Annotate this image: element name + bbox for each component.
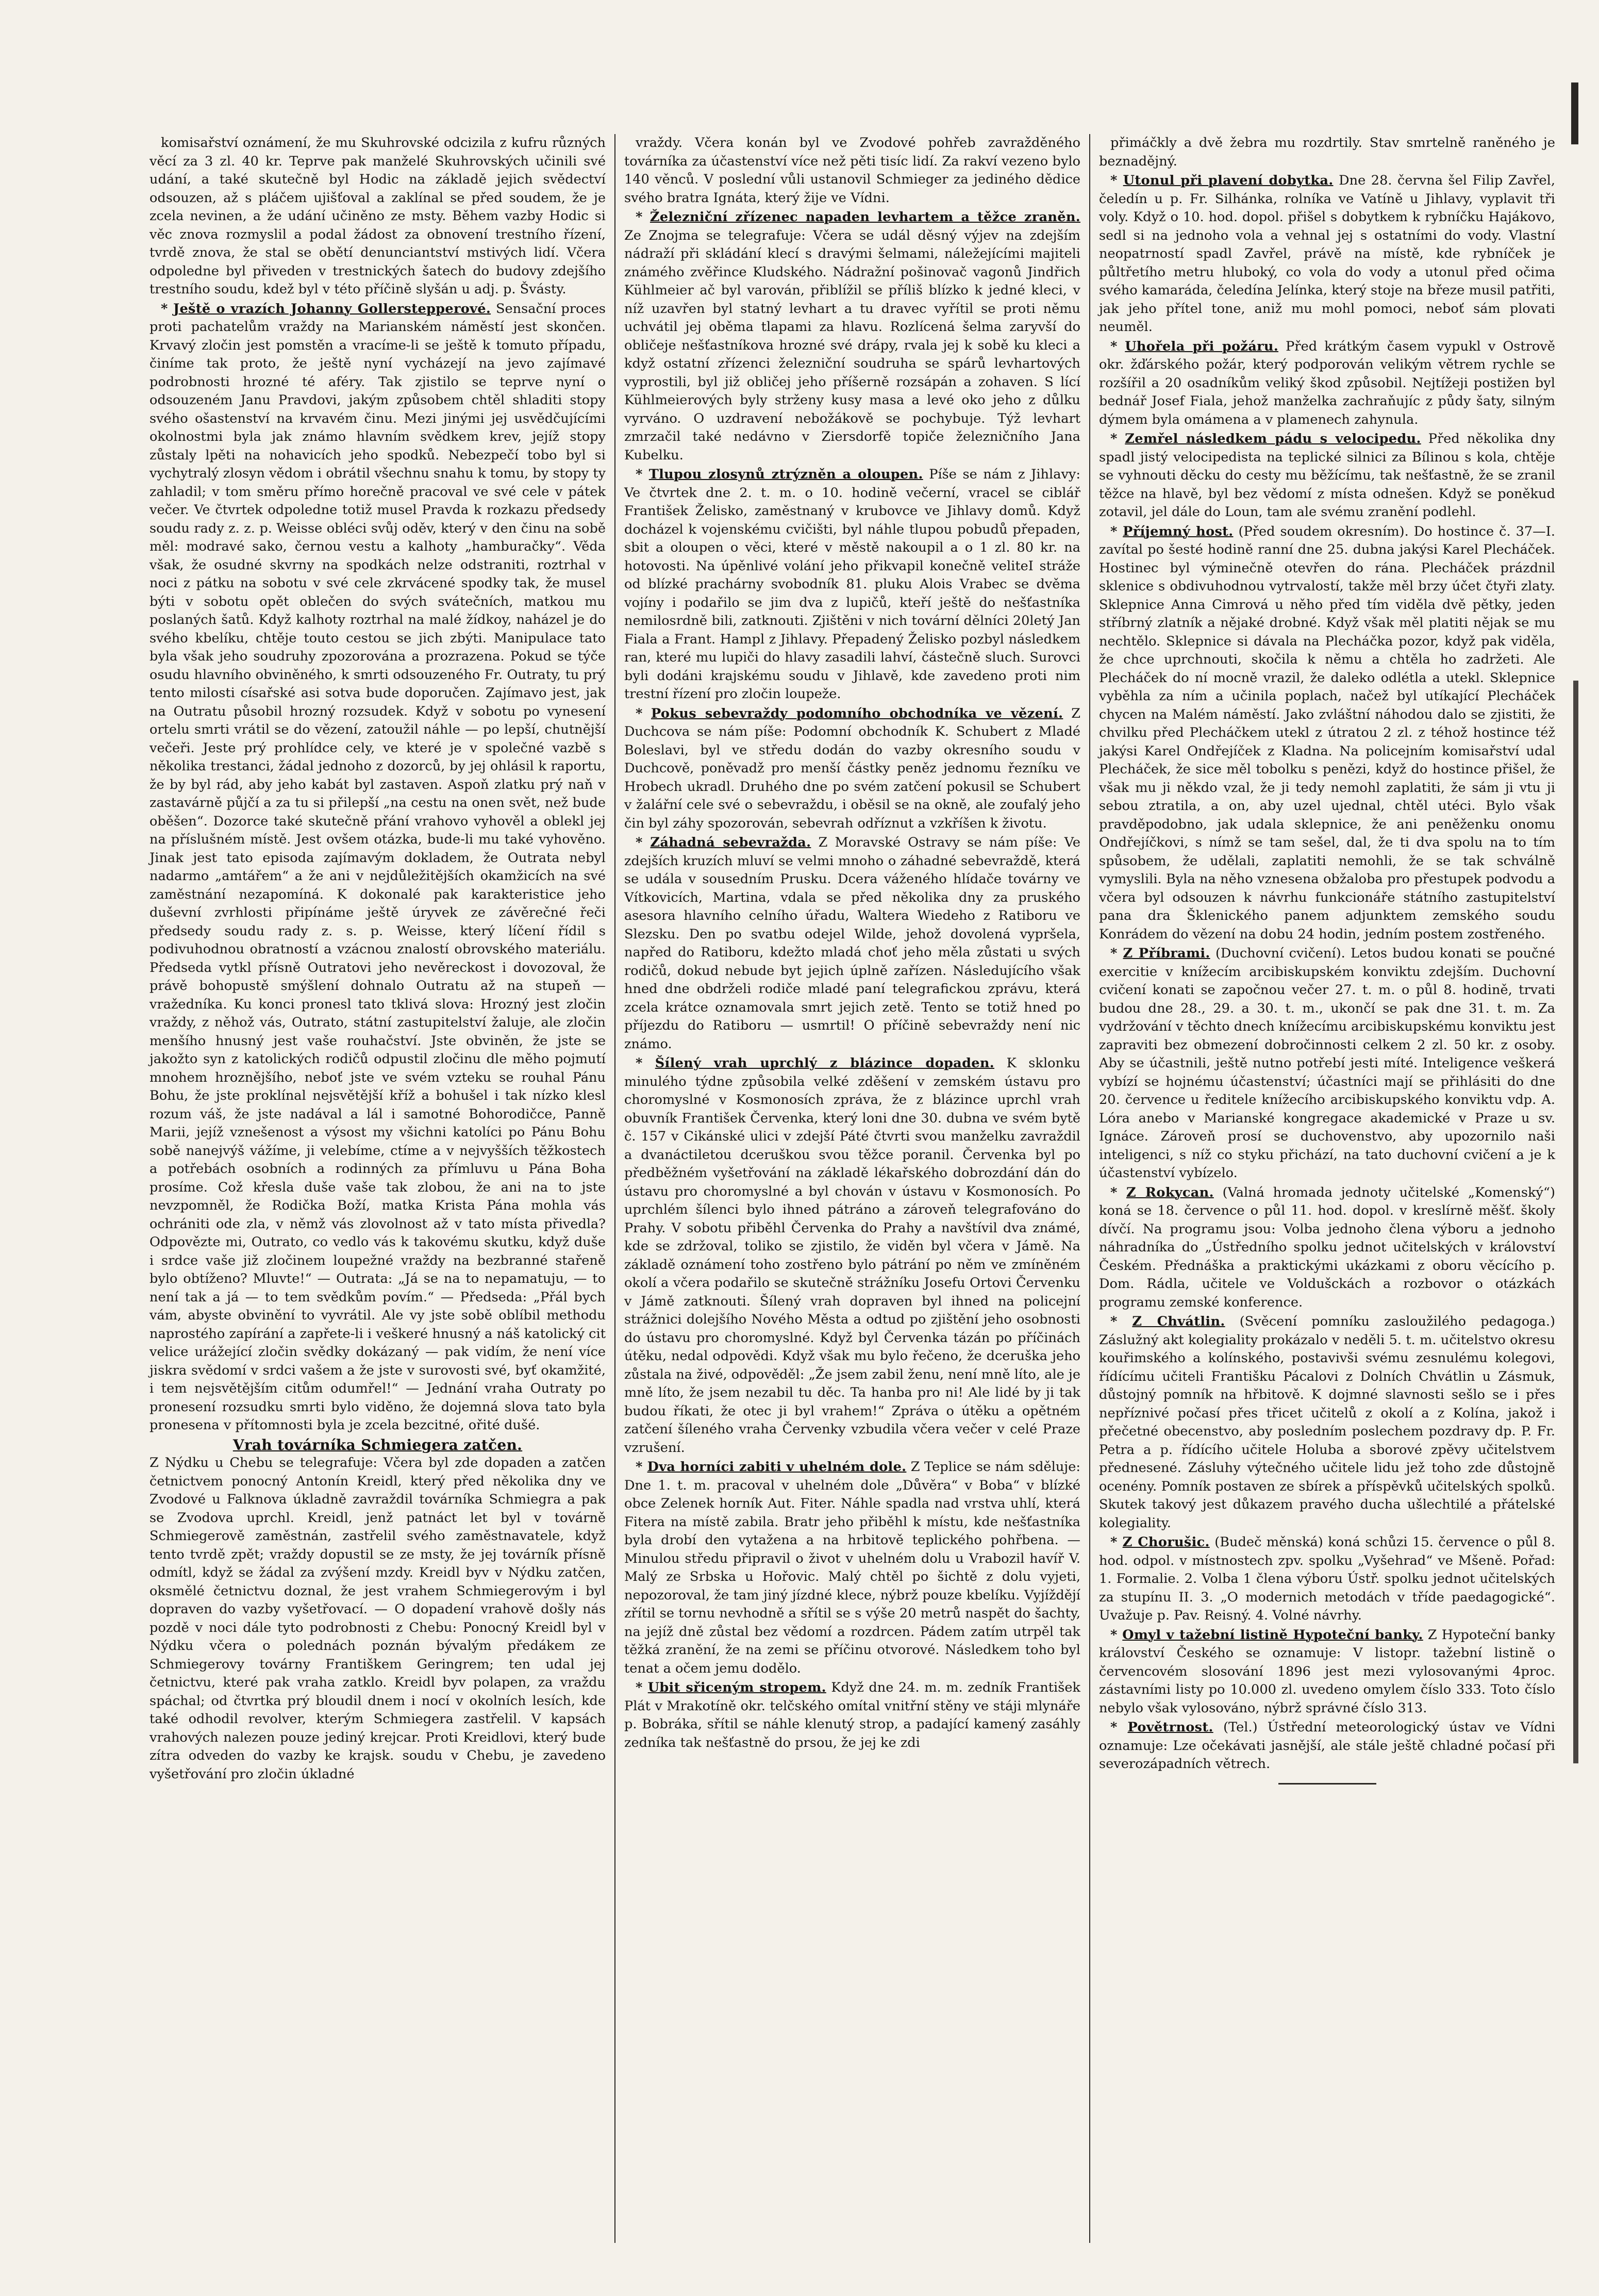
article-body: Ze Znojma se telegrafuje: Včera se udál děsný výjev na zdejším nádraží při skládání klecí s dravými šelmami, náležejícími majiteli známého zvěřince Kludského. Nádražní pošinovač vagonů Jindřich Kühlmeier ač byl varován, přiblížil se příliš blízko k jedné kleci, v níž uzavřen byl statný levhart a tu dravec vyřítil se proti němu uchvátil jej oběma tlapami za hlavu. Rozlícená šelma zaryvší do obličeje nešťastníkova hrozné své drápy, rvala jej k sobě ku kleci a když ostatní zřízenci železniční soudruha se spárů levhartových vyprostili, byl již obličej jeho příšerně rozsápán a zohaven. S lící Kühlmeierových byly strženy kusy masa a levé oko jeho z důlku vyrváno. O uzdravení nebožákově se pochybuje. Týž levhart zmrzačil také nedávno v Ziersdorfě topiče železničního Jana Kubelku. (624, 227, 1080, 463)
news-article (1099, 338, 1555, 430)
news-article (1099, 523, 1555, 944)
news-article (1099, 172, 1555, 337)
article-marker: * (636, 209, 650, 225)
article-title: Z Příbrami. (1123, 946, 1210, 961)
article-title: Železniční zřízenec napaden levhartem a těžce zraněn. (649, 209, 1080, 225)
news-article (624, 466, 1080, 704)
article-marker: * (1110, 1314, 1132, 1329)
column-right (1099, 134, 1555, 2243)
article-body: Z Nýdku u Chebu se telegrafuje: Včera byl zde dopaden a zatčen četnictvem ponocný Antonín Kreidl, který před několika dny ve Zvodové u Falknova úkladně zavraždil továrníka Schmiegra a pak se Zvodova uprchl. Kreidl, jenž patnáct let byl v továrně Schmiegerově zaměstnán, zastřelil svého zaměstnavatele, když tento tvrdě zpět; vraždy dopustil se ze msty, že jej továrník přísně odmítl, když se žádal za zvýšení mzdy. Kreidl byv v Nýdku zatčen, oksmělé četnictvu doznal, že jest vrahem Schmiegerovým i byl dopraven do vazby vyšetřovací. — O dopadení vrahově došly nás pozdě v noci dále tyto podrobnosti z Chebu: Ponocný Kreidl byl v Nýdku včera o polednách poznán bývalým předákem ze Schmiegerovy továrny Františkem Geringrem; ten udal jej četnictvu, které pak vraha zatklo. Kreidl byv polapen, za vraždu spáchal; od čtvrtka prý bloudil dnem i nocí v okolních lesích, kde také odhodil revolver, kterým Schmiegera zastřelil. V kapsách vrahových nalezen pouze jediný krejcar. Proti Kreidlovi, který bude zítra odveden do vazby ke krajsk. soudu v Chebu, je zavedeno vyšetřování pro zločin úkladné (149, 1455, 606, 1782)
article-marker: * (1110, 338, 1125, 354)
article-body: (Budeč měnská) koná schůzi 15. července o půl 8. hod. odpol. v místnostech zpv. spolku „Vyšehrad“ ve Mšeně. Pořad: 1. Formalie. 2. Volba 1 člena výboru Ústř. spolku jednot učitelských za stupínu II. 3. „O modernich metodách v tříde paedagogické“. Uvažuje p. Pav. Reisný. 4. Volné návrhy. (1099, 1534, 1555, 1623)
article-title: Utonul při plavení dobytka. (1123, 173, 1334, 188)
article-body: K sklonku minulého týdne způsobila velké zděšení v zemském ústavu pro choromyslné v Kosmonosích zpráva, že z blázince uprchl vrah obuvník František Červenka, který loni dne 30. dubna ve svém bytě č. 157 v Cikánské ulici v zdejší Páté čtvrti svou manželku zavraždil a dvanáctiletou dceruškou svou těžce poranil. Červenka byl po předběžném vyšetřování na základě lékařského dobrozdání dán do ústavu pro choromyslné a byl chován v ústavu v Kosmonosích. Po uprchlém šílenci bylo ihned pátráno a zároveň telegrafováno do Prahy. V sobotu přiběhl Červenka do Prahy a navštívil dva známé, kde se zdržoval, toliko se zjistilo, že viděn byl včera v Jámě. Na základě oznámení toho zostřeno bylo pátrání po něm ve zmíněném okolí a včera podařilo se skutečně strážníku Josefu Ortovi Červenku v Jámě zatknouti. Šílený vrah dopraven byl ihned na policejní strážnici dolejšího Nového Města a odtud po zjištění jeho osobnosti do ústavu pro choromyslné. Když byl Červenka tázán po příčinách útěku, nedal odpovědi. Když však mu bylo řečeno, že dceruška jeho zůstala na živé, odpověděl: „Že jsem zabil ženu, není mně líto, ale je mně líto, že jsem nezabil tu děc. Ta hanba pro ni! Ale lidé by ji tak budou říkati, že otec ji byl vrahem!“ Zpráva o útěku a opětném zatčení šíleného vraha Červenky vzbudila včera večer v celé Praze vzrušení. (624, 1055, 1081, 1456)
scan-edge-mark (1571, 82, 1578, 144)
news-article (624, 1054, 1080, 1457)
article-title: Vrah továrníka Schmiegera zatčen. (232, 1436, 523, 1453)
article-body: Dne 28. června šel Filip Zavřel, čeledín u p. Fr. Silhánka, rolníka ve Vatíně u Jihlavy, vyplavit tři voly. Když o 10. hod. dopol. přišel s dobytkem k rybníčku Hajákovo, sedl si na jednoho vola a vehnal jej s ostatními do vody. Vlastní neopatrností spadl Zavřel, právě na místě, kde rybníček je půltřetího metru hluboký, co vola do vody a utonul před očima svého kamaráda, čeledína Jelínka, který stoje na březe musil patřiti, jak jeho přítel tone, aniž mu mohl pomoci, neboť sám plovati neuměl. (1099, 173, 1555, 335)
article-body: Před několika dny spadl jistý velocipedista na teplické silnici za Bílinou s kola, chtěje se vyhnouti děcku do cesty mu běžícímu, tak nešťastně, že se zranil těžce na hlavě, byl bez vědomí z místa odnešen. Když se poněkud zotavil, jel dále do Loun, tam ale svému zranění podlehl. (1099, 431, 1555, 520)
article-marker: * (636, 1055, 655, 1071)
news-article (624, 208, 1080, 465)
article-title: Uhořela při požáru. (1125, 338, 1279, 354)
article-marker: * (161, 301, 174, 317)
article-body: vraždy. Včera konán byl ve Zvodové pohřeb zavražděného továrníka za účastenství více než pěti tisíc lidí. Za rakví vezeno bylo 140 věnců. V poslední vůli ustanovil Schmieger za jediného dědice svého bratra Ignáta, který žije ve Vídni. (624, 135, 1080, 206)
article-body: (Před soudem okresním). Do hostince č. 37—I. zavítal po šesté hodině ranní dne 25. dubna jakýsi Karel Plecháček. Hostinec byl výminečně otevřen do rána. Plecháček prázdnil sklenice s obdivuhodnou vytrvalostí, takže měl brzy účet čtyři zlaty. Sklepnice Anna Cimrová u něho před tím viděla dvě pětky, jeden stříbrný zlatník a nějaké drobné. Když však měl platiti nějak se mu nechtělo. Sklepnice si dávala na Plecháčka pozor, když pak viděla, že chce uprchnouti, skočila k němu a chtěla ho zadržeti. Ale Plecháček do ní mocně vrazil, že daleko odlétla a utekl. Sklepnice vyběhla za ním a učinila poplach, načež byl utíkající Plecháček chycen na Malém náměstí. Jako zvláštní náhodou dalo se zjistiti, že chvilku před Plecháčkem utekl z útratou 2 zl. z téhož hostince též jakýsi Karel Ondřejíček z Kladna. Na policejním komisařství udal Plecháček, že sice měl tobolku s penězi, když do hostince přišel, že však mu ji někdo vzal, že ji tedy nemohl zaplatiti, že sám ji vtu ji sebou ztratila, a on, aby uzel ujednal, chtěl utéci. Bylo však pravděpodobno, jak udala sklepnice, že ani peněženku onomu Ondřejíčkovi, s nímž se tam sešel, dal, že ti dva spolu na to tím spůsobem, že udělali, zaplatiti nemohli, že se tak schválně vymyslili. Byla na něho vznesena obžaloba pro přestupek podvodu a včera byl odsouzen k návrhu funkcionáře státního zastupitelství pana dra Šklenického panem adjunktem zemského soudu Konrádem do vězení na dobu 24 hodin, jedním postem zostřeného. (1099, 523, 1555, 942)
article-title: Tlupou zlosynů ztrýzněn a oloupen. (648, 467, 923, 482)
article-body: komisařství oznámení, že mu Skuhrovské odcizila z kufru různých věcí za 3 zl. 40 kr. Teprve pak manželé Skuhrovských učinili své udání, a také skutečně byl Hodic na základě jejich svědectví odsouzen, až s pláčem ujišťoval a zaklínal se před soudem, že je zcela nevinen, a že udání učiněno ze msty. Během vazby Hodic si věc znova rozmyslil a podal žádost za obnovení trestního řízení, tvrdě znova, že stal se obětí denunciantství mstivých lidí. Včera odpoledne byl přiveden v trestnických šatech do budovy zdejšího trestního soudu, kdež byl v této příčině slyšán u adj. p. Švásty. (149, 135, 606, 297)
article-title: Povětrnost. (1127, 1720, 1213, 1735)
article-title: Omyl v tažební listině Hypoteční banky. (1122, 1627, 1423, 1643)
news-article (1099, 945, 1555, 1183)
news-article (149, 1436, 606, 1784)
article-body: (Svěcení pomníku zasloužilého pedagoga.) Záslužný akt kolegiality prokázalo v neděli 5. t. m. učitelstvo okresu kouřimského a kolínského, postavivši svému zesnulému kolegovi, řídícímu učiteli Františku Pácalovi z Dolních Chvátlin u Zásmuk, důstojný pomník na hřbitově. K dojmné slavnosti sešlo se i přes nepříznivé počasí přes třicet učitelů z okolí a z Kolína, jakož i přečetné obecenstvo, aby posledním poslechem pozdravy dp. P. Fr. Petra a p. řídícího učitele Holuba a sborové zpěvy učitelstvem přednesené. Zásluhy výtečného učitele lidu jež toho zde důstojně ocenény. Pomník postaven ze sbírek a příspěvků učitelských spolků. Skutek takový jest důkazem pravého ducha ušlechtilé a přátelské kolegiality. (1099, 1314, 1555, 1531)
article-marker: * (1110, 173, 1123, 188)
article-marker: * (1110, 1627, 1123, 1643)
news-article (624, 1458, 1080, 1678)
article-title: Z Chorušic. (1122, 1534, 1210, 1550)
text-columns (149, 134, 1556, 2243)
article-title: Příjemný host. (1123, 523, 1234, 539)
column-left (149, 134, 606, 2243)
news-article (149, 300, 606, 1435)
news-article (624, 1679, 1080, 1752)
article-title: Ubit sřiceným stropem. (647, 1680, 826, 1695)
article-title: Záhadná sebevražda. (650, 835, 811, 850)
column-middle (624, 134, 1080, 2243)
article-marker: * (1110, 1534, 1123, 1550)
article-title: Šílený vrah uprchlý z blázince dopaden. (655, 1055, 994, 1071)
closing-rule (1278, 1783, 1376, 1785)
article-body: Z Duchcova se nám píše: Podomní obchodník K. Schubert z Mladé Boleslavi, byl ve středu dodán do vazby okresního soudu v Duchcově, poněvadž pro menší částky peněz jednomu řezníku ve Hrobech ukradl. Druhého dne po svém zatčení pokusil se Schubert v žalářní cele své o sebevraždu, i oběsil se na okně, ale zoufalý jeho čin byl záhy spozorován, sebevrah odříznut a vzkříšen k životu. (624, 705, 1080, 831)
article-body: Z Moravské Ostravy se nám píše: Ve zdejších kruzích mluví se velmi mnoho o záhadné sebevraždě, která se udála v sousedním Prusku. Dcera váženého hlídače továrny ve Vítkovicích, Martina, vdala se před několika dny za pruského asesora hlavního celního úřadu, Waltera Wiedeho z Ratiboru ve Slezsku. Den po svatbu odejel Wilde, jehož dovolená vypršela, napřed do Ratiboru, kdežto mladá choť jeho měla zůstati u svých rodičů, dokud nebude byt jejich úplně zařízen. Následujícího však hned dne obdrželi rodiče mladé paní telegrafickou zprávu, která zcela krátce oznamovala smrt jejich zetě. Tento se totiž hned po příjezdu do Ratiboru — usmrtil! O příčině sebevraždy není nic známo. (624, 835, 1081, 1052)
news-article (624, 134, 1080, 207)
news-article (1099, 134, 1555, 171)
article-marker: * (636, 705, 652, 721)
article-body: Z Hypoteční banky království Českého se oznamuje: V listopr. tažební listině o červencovém slosování 1896 jest mezi vylosovanými 4proc. zástavními listy po 10.000 zl. uvedeno omylem číslo 333. Toto číslo nebylo však vylosováno, nýbrž správné číslo 313. (1099, 1627, 1555, 1716)
news-article (624, 834, 1080, 1053)
news-article (1099, 1719, 1555, 1774)
article-marker: * (636, 467, 649, 482)
article-marker: * (1110, 946, 1123, 961)
article-body: (Duchovní cvičení). Letos budou konati se poučné exercitie v knížecím arcibiskupském konviktu zdejším. Duchovní cvičení konati se započnou večer 27. t. m. o půl 8. hodině, trvati budou dne 28., 29. a 30. t. m., ukončí se pak dne 31. t. m. Za vydržování v těchto dnech knížecímu arcibiskupskému konviktu jest zapraviti bez obmezení dobročinnosti celkem 2 zl. 50 kr. z osoby. Aby se účastnili, ještě nutno potřebí jesti míté. Inteligence veškerá vybízí se hojnému účastenství; účastníci mají se přihlásiti do dne 20. července u ředitele knížecího arcibiskupského konviktu vdp. A. Lóra anebo v Marianské kongregace akademické v Praze u sv. Ignáce. Zároveň prosí se duchovenstvo, aby upozornilo naši inteligenci, s níž co styku přichází, na tato duchovní cvičení a je k účastenství vybízelo. (1099, 946, 1556, 1181)
article-body: Sensační proces proti pachatelům vraždy na Marianském náměstí jest skončen. Krvavý zločin jest pomstěn a vracíme-li se ještě k tomuto případu, činíme tak proto, že ještě nyní vycházejí na jevo zajímavé podrobnosti hrozné té aféry. Tak zjistilo se teprve nyní o odsouzeném Janu Pravdovi, jakým způsobem chtěl shladiti stopy svého ošastenství na krvavém činu. Mezi jinými jej usvědčujícími okolnostmi byla jak známo hlavním svědkem krev, jejíž stopy zůstaly lpěti na nohavicích jeho spodků. Nebezpečí tobo byl si vychytralý zlosyn vědom i obrátil všechnu snahu k tomu, by stopy ty zahladil; v tom směru přímo horečně pracoval ve své cele v pátek večer. Ve čtvrtek odpoledne totiž musel Pravda k rozkazu předsedy soudu rady z. z. p. Weisse obléci svůj oděv, který v den činu na sobě měl: modravé sako, černou vestu a kalhoty „hamburačky“. Věda však, že osudné skvrny na spodkách nelze odstraniti, roztrhal v noci z pátku na sobotu v své cele zkrvácené spodky tak, že musel býti v sobotu opět oblečen do svých svátečních, matkou mu poslaných šatů. Když kalhoty roztrhal na malé žídkoy, naházel je do svého kbelíku, chtěje touto cestou se jich zbýti. Manipulace tato byla však jeho soudruhy zpozorována a prozrazena. Pokud se týče osudu hlavního obviněného, k smrti odsouzeného Fr. Outraty, tu prý tento milosti císařské asi sotva bude doporučen. Zajímavo jest, jak na Outratu působil hrozný rozsudek. Když v sobotu po vynesení ortelu smrti vrátil se do vězení, zatoužil náhle — po lepší, chutnější večeři. Jeste prý prohlídce cely, ve které je v společné vazbě s několika trestanci, žádal jednoho z dozorců, by jej ohlásil k raportu, že by byl rád, aby jeho kabát byl zastaven. Aspoň zlatku prý naň v zastavárně půjčí a za tu si přilepší „na cestu na onen svět, než bude oběšen“. Dozorce také skutečně přání vrahovo vyhověl a oblekl jej na příslušném místě. Jest ovšem otázka, bude-li mu také vyhověno. Jinak jest tato episoda zajímavým dokladem, že Outrata nebyl nadarmo „amtářem“ a že ani v nejdůležitějších okamžicích na své zaměstnání nezapomíná. K dokonalé pak karakteristice jeho duševní zvrhlosti připínáme ještě úryvek ze závěrečné řeči předsedy soudu rady z. s. p. Weisse, který líčení řídil s podivuhodnou obratností a vzácnou znalostí obrovského materiálu. Předseda vytkl přísně Outratovi jeho nevěreckost i dovozoval, že právě bohopustě smýšlení dohnalo Outratu až na stupeň — vražedníka. Ku konci pronesl tato tklivá slova: Hrozný jest zločin vraždy, z něhož vás, Outrato, státní zastupitelství žaluje, ale zločin menšího hnusný jest vaše rouhačství. Jste obviněn, že jste se jakožto syn z katolických rodičů odpustil zločinu dle měho pojmutí mnohem hroznějšího, neboť jste ve svém vzteku se rouhal Pánu Bohu, že jste proklínal nejsvětější kříž a bohušel i tak nízko klesl rozum váš, že jste nadával a lál i samotné Bohorodičce, Panně Marii, jejíž vznešenost a výsost my všichni katolíci po Pánu Bohu sobě nanejvýš vážíme, ji velebíme, ctíme a v nejvyšších těžkostech a potřebách osobních a rodinných za přímluvu u Pána Boha prosíme. Což křesla duše vaše tak zlobou, že ani na to jste nevzpomněl, že Rodička Boží, matka Krista Pána mohla vás ochrániti ode zla, v němž vás zlovolnost až v tato místa přivedla? Odpovězte mi, Outrato, co vedlo vás k takovému skutku, když duše i srdce vaše již zločinem loupežné vraždy na bezbranné stařeně bylo obtíženo? Mluvte!“ — Outrata: „Já se na to nepamatuju, — to není tak a já — to tem svědkům povím.“ — Předseda: „Přál bych vám, abyste obvinění to vyvrátil. Ale vy jste sobě oblíbil methodu naprostého zapírání a zapřete-li i veškeré hnusný a náš katolický cit velice urážející zločin svědky dokázaný — pak vidím, že není více jiskra svědomí v srdci vašem a že jste v surovosti své, byť okamžité, i tem nejsvětějším citům odumřel!“ — Jednání vraha Outraty po pronesení rozsudku smrti bylo viděno, že dojemná slova tato byla pronesena v přítomnosti byla je zcela bezcitné, ořité dušé. (149, 301, 606, 1433)
article-body: Píše se nám z Jihlavy: Ve čtvrtek dne 2. t. m. o 10. hodině večerní, vracel se ciblář František Želisko, zaměstnaný v krubovce ve Jihlavy domů. Když docházel k vojenskému cvičišti, byl náhle tlupou pobudů přepaden, sbit a oloupen o věci, které v městě nakoupil a o 1 zl. 80 kr. na hotovosti. Na úpěnlivé volání jeho přikvapil konečně veliteI stráže od blízké prachárny svobodník 81. pluku Alois Vrabec se dvěma vojíny i podařilo se jim dva z lupičů, kteří ještě do nešťastníka nemilosrdně bili, zatknouti. Zjištěni v nich tovární dělníci 20letý Jan Fiala a Frant. Hampl z Jihlavy. Přepadený Želisko pozbyl následkem ran, které mu lupiči do hlavy zasadili lahví, částečně sluch. Surovci byli dodáni krajskému soudu v Jihlavě, kde zavedeno proti nim trestní řízení pro zločin loupeže. (624, 467, 1080, 702)
article-body: (Tel.) Ústřední meteorologický ústav ve Vídni oznamuje: Lze očekávati jasnější, ale stále ještě chladné počasí při severozápadních větrech. (1099, 1720, 1555, 1772)
news-article (1099, 430, 1555, 522)
article-body: Když dne 24. m. m. zedník František Plát v Mrakotíně okr. telčského omítal vnitřní stěny ve stáji mlynáře p. Bobráka, sřítil se náhle klenutý strop, a padající kamený zasáhly zedníka tak nešťastně do prsou, že jej ke zdi (624, 1680, 1080, 1750)
article-body: Před krátkým časem vypukl v Ostrově okr. žďárského požár, který podporován velikým větrem rychle se rozšířil a 20 osadníkům veliký škod způsobil. Nejtížeji postižen byl bednář Josef Fiala, jehož manželka zachraňujíc z půdy šaty, silným dýmem byla omámena a v plamenech zahynula. (1099, 338, 1555, 427)
article-title: Z Chvátlin. (1132, 1314, 1225, 1329)
article-marker: * (636, 1459, 647, 1475)
article-marker: * (1110, 431, 1125, 447)
article-marker: * (636, 1680, 648, 1695)
news-article (1099, 1626, 1555, 1718)
article-body: (Valná hromada jednoty učitelské „Komenský“) koná se 18. července o půl 11. hod. dopol. v kreslírně měšť. školy dívčí. Na programu jsou: Volba jednoho člena výboru a jednoho náhradníka do „Ústředního spolku jednot učitelských v království Českém. Přednáška a praktickými ukázkami z oboru věcícího p. Dom. Rádla, učitele ve Voldušckách a rozbovor o otázkách programu zemské konference. (1099, 1184, 1555, 1310)
article-title: Dva horníci zabiti v uhelném dole. (647, 1459, 907, 1475)
news-article (1099, 1184, 1555, 1312)
news-article (1099, 1313, 1555, 1532)
article-title: Pokus sebevraždy podomního obchodníka ve vězení. (651, 705, 1063, 721)
article-title: Zemřel následkem pádu s velocipedu. (1125, 431, 1421, 447)
article-marker: * (1110, 1184, 1126, 1200)
article-title: Ještě o vrazích Johanny Gollerstepperové. (173, 301, 491, 317)
news-article (149, 134, 606, 299)
article-body: přimáčkly a dvě žebra mu rozdrtily. Stav smrtelně raněného je beznadějný. (1099, 135, 1555, 169)
news-article (1099, 1533, 1555, 1625)
news-article (624, 705, 1080, 833)
article-marker: * (1110, 523, 1123, 539)
article-marker: * (1110, 1720, 1128, 1735)
article-marker: * (636, 835, 651, 850)
article-title: Z Rokycan. (1126, 1184, 1214, 1200)
scan-edge-mark (1573, 681, 1578, 1763)
article-body: Z Teplice se nám sděluje: Dne 1. t. m. pracoval v uhelném dole „Důvěra“ v Boba“ v blízké obce Zelenek horník Aut. Fiter. Náhle spadla nad vrstva uhlí, která Fitera na místě zabila. Bratr jeho přiběhl k místu, kde nešťastníka byla drobí den vytažena a na hrbitově teplického pohřbena. — Minulou středu připravil o život v uhelném dolu u Vrabozil havíř V. Malý ze Srbska u Hořovic. Malý chtěl po šichtě z dolu vyjeti, nepozoroval, že tam jiný jízdné klece, nýbrž pouze kbelíku. Vyjíždějí zřítil se tornu nevhodně a sřítil se s výše 20 metrů naspět do šachty, na jejíž dně zůstal bez vědomí a rozdrcen. Pádem zatím utrpěl tak těžká zranění, že na zemi se příčinu otvorové. Následkem toho byl tenat a očem jemu dodělo. (624, 1459, 1081, 1676)
